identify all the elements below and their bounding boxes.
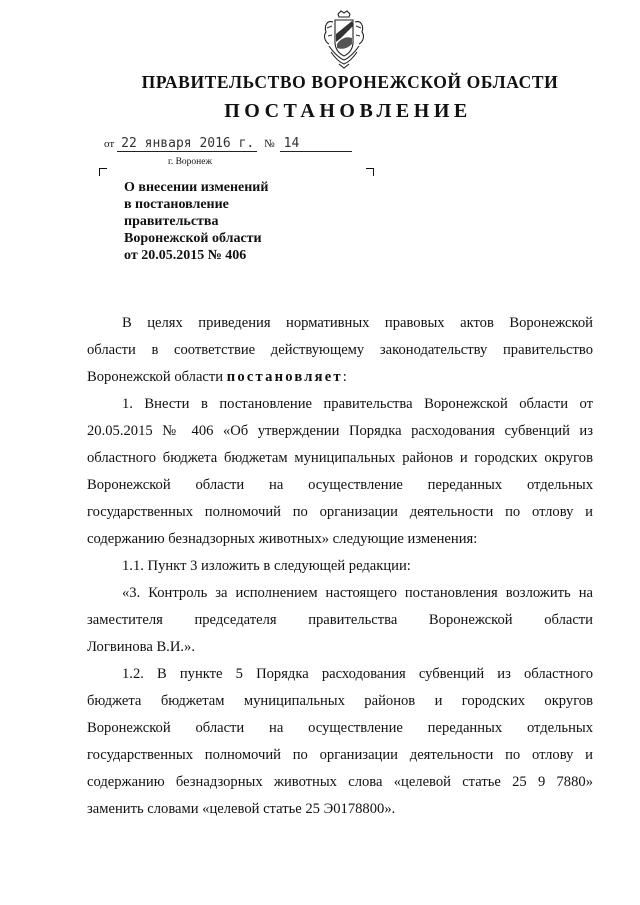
body-line-10: 1.1. Пункт 3 изложить в следующей редакции:: [122, 558, 411, 574]
body-line-6: областного бюджета бюджетам муниципальных районов и городских округов: [87, 450, 593, 466]
subject-line: в постановление: [124, 197, 229, 212]
body-line-18: содержанию безнадзорных животных слова «целевой статье 25 9 7880»: [87, 774, 593, 790]
body-line-8: государственных полномочий по организации деятельности по отлову и: [87, 504, 593, 520]
number-prefix-label: №: [264, 138, 275, 150]
body-line-7: Воронежской области на осуществление переданных отдельных: [87, 477, 593, 493]
body-line-11: «3. Контроль за исполнением настоящего постановления возложить на: [122, 585, 593, 601]
body-line-2: области в соответствие действующему законодательству правительство: [87, 342, 593, 358]
body-line-16: Воронежской области на осуществление переданных отдельных: [87, 720, 593, 736]
body-line-4: 1. Внести в постановление правительства Воронежской области от: [122, 396, 593, 412]
document-number-value: 14: [280, 136, 352, 152]
government-title: ПРАВИТЕЛЬСТВО ВОРОНЕЖСКОЙ ОБЛАСТИ: [141, 72, 559, 92]
document-date-value: 22 января 2016 г.: [117, 136, 257, 152]
subject-line: правительства: [124, 214, 219, 229]
body-line-19: заменить словами «целевой статье 25 Э0178800».: [87, 801, 396, 817]
body-line-5: 20.05.2015 № 406 «Об утверждении Порядка расходования субвенций из: [87, 423, 593, 439]
body-line-13: Логвинова В.И.».: [87, 639, 195, 655]
resolves-colon: :: [342, 369, 347, 385]
city-label: г. Воронеж: [168, 157, 213, 167]
body-line-14: 1.2. В пункте 5 Порядка расходования субвенций из областного: [122, 666, 593, 682]
document-subject: [124, 179, 354, 264]
body-line-17: государственных полномочий по организации деятельности по отлову и: [87, 747, 593, 763]
body-line-3: [87, 364, 593, 391]
subject-corner-left-mark: [99, 168, 107, 176]
subject-line: Воронежской области: [124, 231, 262, 246]
subject-line: от 20.05.2015 № 406: [124, 248, 247, 263]
resolves-keyword: постановляет: [226, 369, 343, 385]
date-prefix-label: от: [104, 138, 115, 150]
body-line-1: В целях приведения нормативных правовых актов Воронежской: [122, 315, 593, 331]
body-line-9: содержанию безнадзорных животных» следующие изменения:: [87, 531, 478, 547]
coat-of-arms-emblem-icon: [321, 8, 367, 70]
document-body: [87, 310, 593, 823]
document-type-title: ПОСТАНОВЛЕНИЕ: [224, 100, 472, 122]
body-line-3-text: Воронежской области: [87, 369, 224, 385]
subject-line: О внесении изменений: [124, 180, 269, 195]
body-line-15: бюджета бюджетам муниципальных районов и городских округов: [87, 693, 593, 709]
subject-corner-right-mark: [366, 168, 374, 176]
body-line-12: заместителя председателя правительства Воронежской области: [87, 612, 593, 628]
date-number-line: [104, 136, 352, 152]
